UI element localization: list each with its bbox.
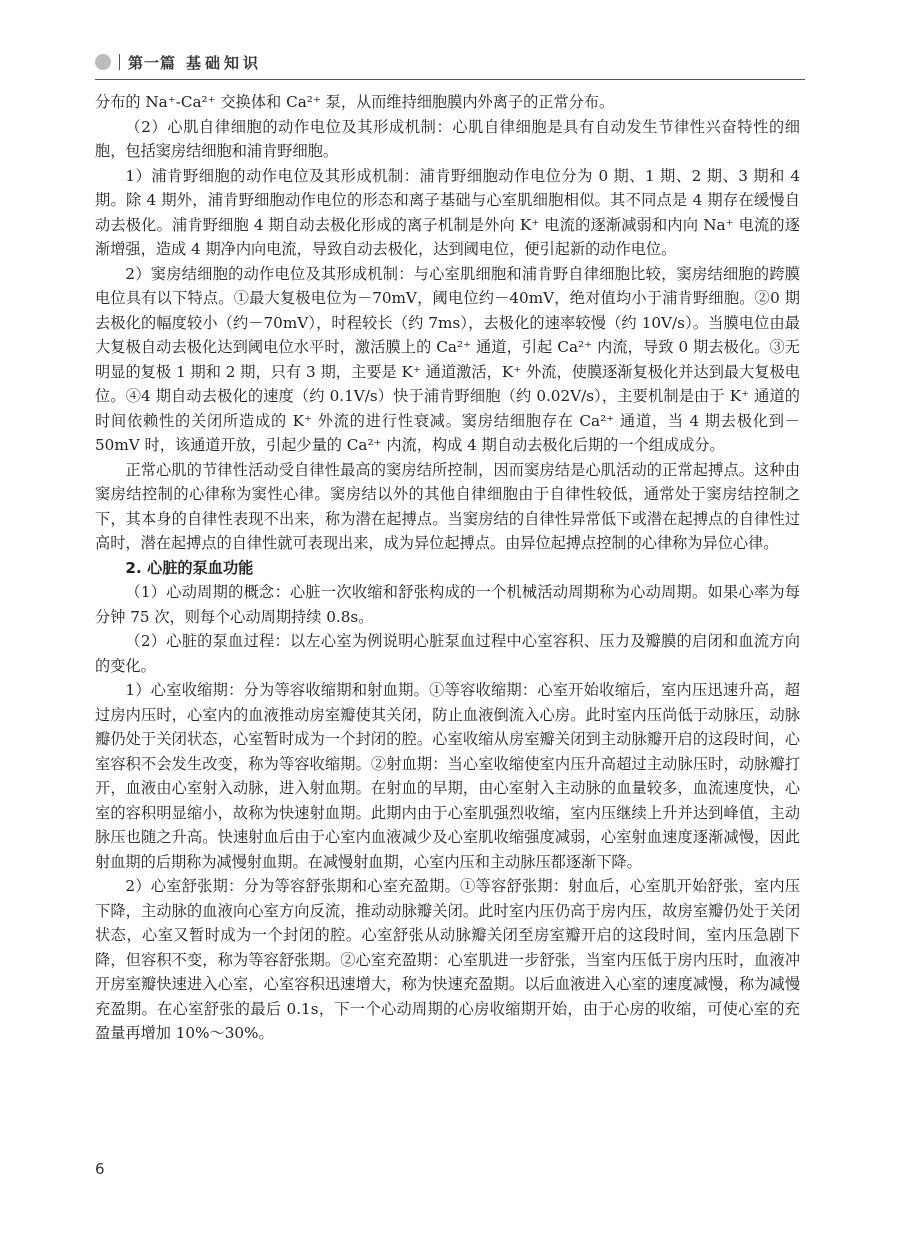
paragraph-cardiac-cycle: （1）心动周期的概念：心脏一次收缩和舒张构成的一个机械活动周期称为心动周期。如果心率为每分钟 75 次，则每个心动周期持续 0.8s。 [95, 583, 800, 626]
paragraph-diastole: 2）心室舒张期：分为等容舒张期和心室充盈期。①等容舒张期：射血后，心室肌开始舒张，室内压下降，主动脉的血液向心室方向反流，推动动脉瓣关闭。此时室内压仍高于房内压，故房室瓣仍处于关闭状态，心室又暂时成为一个封闭的腔。心室舒张从动脉瓣关闭至房室瓣开启的这段时间，室内压急剧下降，但容积不变，称为等容舒张期。②心室充盈期：心室肌进一步舒张，当室内压低于房内压时，血液冲开房室瓣快速进入心室，心室容积迅速增大，称为快速充盈期。以后血液进入心室的速度减慢，称为减慢充盈期。在心室舒张的最后 0.1s，下一个心动周期的心房收缩期开始，由于心房的收缩，可使心室的充盈量再增加 10%～30%。 [95, 877, 800, 1042]
paragraph-pacemaker: 正常心肌的节律性活动受自律性最高的窦房结所控制，因而窦房结是心肌活动的正常起搏点。这种由窦房结控制的心律称为窦性心律。窦房结以外的其他自律细胞由于自律性较低，通常处于窦房结控制之下，其本身的自律性表现不出来，称为潜在起搏点。当窦房结的自律性异常低下或潜在起搏点的自律性过高时，潜在起搏点的自律性就可表现出来，成为异位起搏点。由异位起搏点控制的心律称为异位心律。 [95, 460, 800, 552]
header-rule [95, 79, 805, 80]
paragraph-pumping-process: （2）心脏的泵血过程：以左心室为例说明心脏泵血过程中心室容积、压力及瓣膜的启闭和血流方向的变化。 [95, 632, 800, 675]
running-header [95, 50, 262, 74]
header-part-title: 基础知识 [186, 53, 263, 72]
paragraph-sinoatrial: 2）窦房结细胞的动作电位及其形成机制：与心室肌细胞和浦肯野自律细胞比较，窦房结细胞的跨膜电位具有以下特点。①最大复极电位为－70mV，阈电位约－40mV，绝对值均小于浦肯野细胞。②0 期去极化的幅度较小（约－70mV），时程较长（约 7ms），去极化的速率较慢（约 10V/s）。当膜电位由最大复极自动去极化达到阈电位水平时，激活膜上的 Ca²⁺ 通道，引起 Ca²⁺ 内流，导致 0 期去极化。③无明显的复极 1 期和 2 期，只有 3 期，主要是 K⁺ 通道激活，K⁺ 外流，使膜逐渐复极化并达到最大复极电位。④4 期自动去极化的速度（约 0.1V/s）快于浦肯野细胞（约 0.02V/s），主要机制是由于 K⁺ 通道的时间依赖性的关闭所造成的 K⁺ 外流的进行性衰减。窦房结细胞存在 Ca²⁺ 通道，当 4 期去极化到－50mV 时，该通道开放，引起少量的 Ca²⁺ 内流，构成 4 期自动去极化后期的一个组成成分。 [95, 264, 800, 454]
section-heading-pump-function: 2. 心脏的泵血功能 [125, 558, 254, 577]
page-body [95, 90, 800, 1046]
paragraph-ion-distribution: 分布的 Na⁺-Ca²⁺ 交换体和 Ca²⁺ 泵，从而维持细胞膜内外离子的正常分布。 [95, 93, 615, 111]
header-part: 第一篇 [128, 53, 177, 72]
paragraph-systole: 1）心室收缩期：分为等容收缩期和射血期。①等容收缩期：心室开始收缩后，室内压迅速升高，超过房内压时，心室内的血液推动房室瓣使其关闭，防止血液倒流入心房。此时室内压尚低于动脉压，动脉瓣仍处于关闭状态，心室暂时成为一个封闭的腔。心室收缩从房室瓣关闭到主动脉瓣开启的这段时间，心室容积不会发生改变，称为等容收缩期。②射血期：当心室收缩使室内压升高超过主动脉压时，动脉瓣打开，血液由心室射入动脉，进入射血期。在射血的早期，由心室射入主动脉的血量较多，血流速度快，心室的容积明显缩小，故称为快速射血期。此期内由于心室肌强烈收缩，室内压继续上升并达到峰值，主动脉压也随之升高。快速射血后由于心室内血液减少及心室肌收缩强度减弱，心室射血速度逐渐减慢，因此射血期的后期称为减慢射血期。在减慢射血期，心室内压和主动脉压都逐渐下降。 [95, 681, 800, 871]
page-number: 6 [95, 1160, 105, 1178]
header-divider [119, 54, 120, 70]
chapter-marker-icon [95, 54, 111, 70]
paragraph-purkinje: 1）浦肯野细胞的动作电位及其形成机制：浦肯野细胞动作电位分为 0 期、1 期、2 期、3 期和 4 期。除 4 期外，浦肯野细胞动作电位的形态和离子基础与心室肌细胞相似。其不同点是 4 期存在缓慢自动去极化。浦肯野细胞 4 期自动去极化形成的离子机制是外向 K⁺ 电流的逐渐减弱和内向 Na⁺ 电流的逐渐增强，造成 4 期净内向电流，导致自动去极化，达到阈电位，便引起新的动作电位。 [95, 166, 800, 258]
paragraph-autorhythmic-cells: （2）心肌自律细胞的动作电位及其形成机制：心肌自律细胞是具有自动发生节律性兴奋特性的细胞，包括窦房结细胞和浦肯野细胞。 [95, 117, 800, 160]
header-title [128, 52, 262, 73]
